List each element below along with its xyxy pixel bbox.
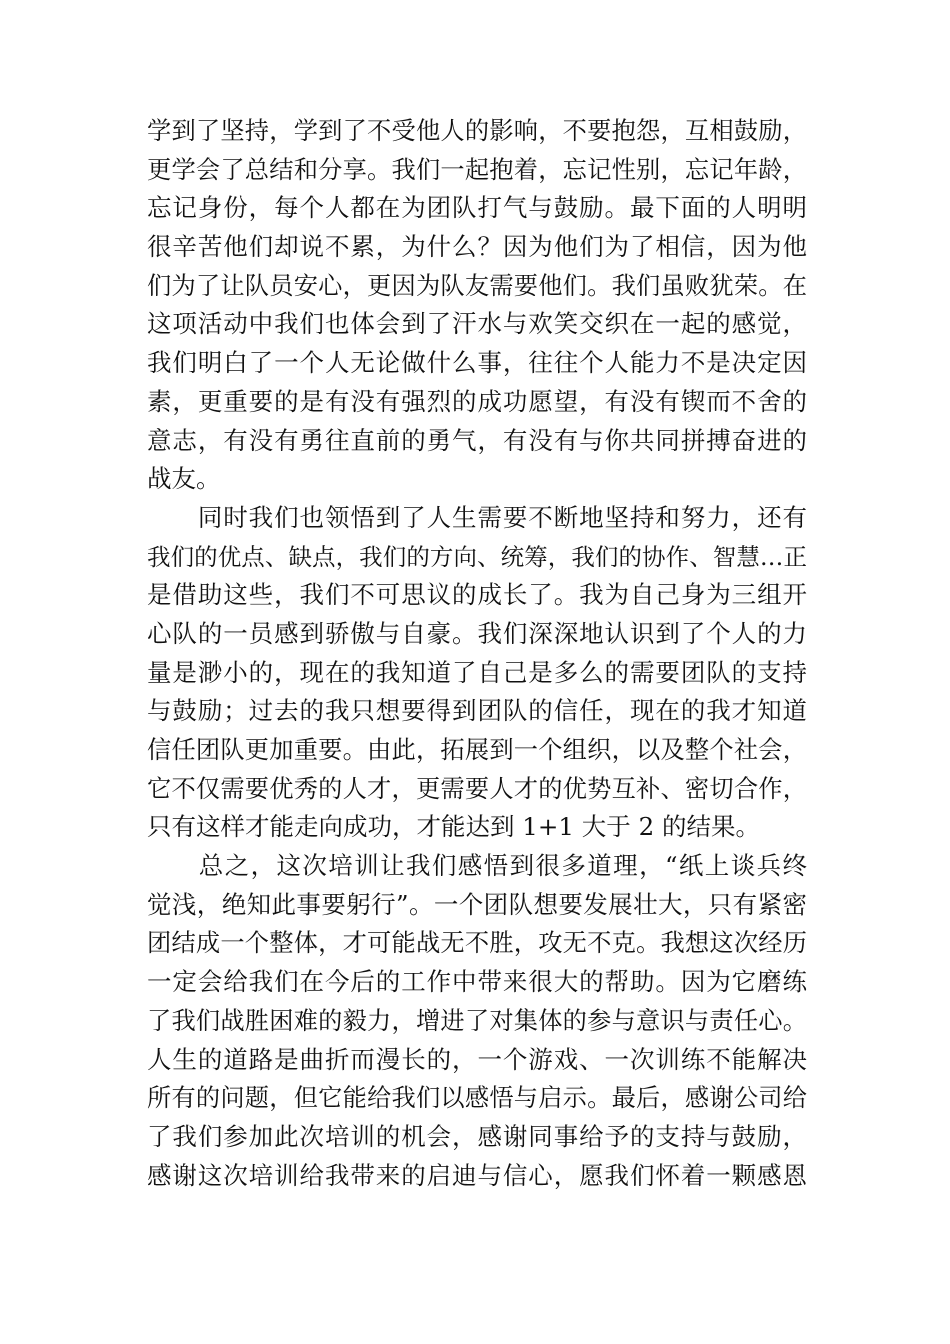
text-line: 学到了坚持，学到了不受他人的影响，不要抱怨，互相鼓励，	[147, 116, 807, 145]
text-line: 团结成一个整体，才可能战无不胜，攻无不克。我想这次经历	[147, 928, 807, 958]
text-line: 这项活动中我们也体会到了汗水与欢笑交织在一起的感觉，	[147, 309, 807, 339]
text-line: 更学会了总结和分享。我们一起抱着，忘记性别，忘记年龄，	[147, 154, 807, 184]
text-line: 人生的道路是曲折而漫长的，一个游戏、一次训练不能解决	[147, 1044, 807, 1074]
paragraph-1	[147, 112, 807, 499]
text-line: 是借助这些，我们不可思议的成长了。我为自己身为三组开	[147, 580, 807, 610]
text-line: 同时我们也领悟到了人生需要不断地坚持和努力，还有	[147, 502, 807, 532]
text-line: 觉浅，绝知此事要躬行”。一个团队想要发展壮大，只有紧密	[147, 889, 807, 919]
text-line: 素，更重要的是有没有强烈的成功愿望，有没有锲而不舍的	[147, 386, 807, 416]
text-line: 它不仅需要优秀的人才，更需要人才的优势互补、密切合作，	[147, 773, 807, 803]
text-line: 量是渺小的，现在的我知道了自己是多么的需要团队的支持	[147, 657, 807, 687]
text-line: 们为了让队员安心，更因为队友需要他们。我们虽败犹荣。在	[147, 270, 807, 300]
text-line: 所有的问题，但它能给我们以感悟与启示。最后，感谢公司给	[147, 1083, 807, 1113]
text-line: 忘记身份，每个人都在为团队打气与鼓励。最下面的人明明	[147, 193, 807, 223]
text-line: 了我们参加此次培训的机会，感谢同事给予的支持与鼓励，	[147, 1121, 807, 1151]
text-line: 了我们战胜困难的毅力，增进了对集体的参与意识与责任心。	[147, 1005, 807, 1035]
text-line: 很辛苦他们却说不累，为什么？因为他们为了相信，因为他	[147, 232, 807, 262]
text-line: 感谢这次培训给我带来的启迪与信心，愿我们怀着一颗感恩	[147, 1160, 807, 1190]
text-line: 与鼓励；过去的我只想要得到团队的信任，现在的我才知道	[147, 696, 807, 726]
text-line: 只有这样才能走向成功，才能达到 1+1 大于 2 的结果。	[147, 812, 760, 842]
text-line: 我们的优点、缺点，我们的方向、统筹，我们的协作、智慧…正	[147, 542, 807, 571]
document-body	[147, 112, 807, 1195]
paragraph-2	[147, 499, 807, 847]
text-line: 我们明白了一个人无论做什么事，往往个人能力不是决定因	[147, 348, 807, 378]
text-line: 战友。	[147, 464, 221, 494]
text-line: 心队的一员感到骄傲与自豪。我们深深地认识到了个人的力	[147, 618, 807, 648]
text-line: 一定会给我们在今后的工作中带来很大的帮助。因为它磨练	[147, 967, 807, 997]
text-line: 总之，这次培训让我们感悟到很多道理，“纸上谈兵终	[147, 851, 807, 881]
text-line: 信任团队更加重要。由此，拓展到一个组织，以及整个社会，	[147, 735, 807, 764]
text-line: 意志，有没有勇往直前的勇气，有没有与你共同拼搏奋进的	[147, 425, 807, 455]
paragraph-3	[147, 847, 807, 1195]
